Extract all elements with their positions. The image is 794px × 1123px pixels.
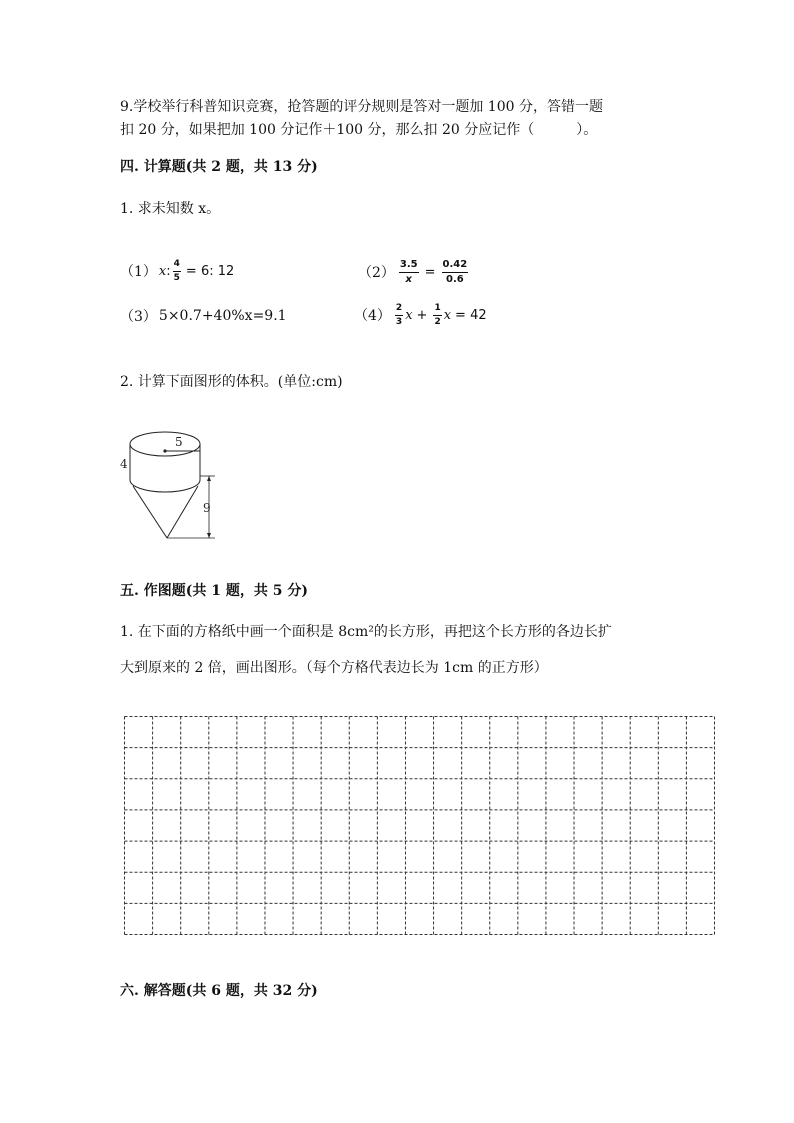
equation-2-lhs-fraction (399, 260, 419, 285)
equation-4-f2-den: 2 (434, 316, 441, 327)
equation-4-fraction-1 (395, 304, 403, 327)
radius-label: 5 (175, 435, 183, 449)
section-5-heading: 五. 作图题(共 1 题，共 5 分) (120, 583, 308, 599)
equation-2-equals: = (424, 264, 436, 280)
equation-4-f2-num: 1 (433, 304, 441, 316)
cylinder-cone-figure (112, 420, 232, 548)
equation-4-fraction-2 (433, 304, 441, 327)
q9-line-1: 9.学校举行科普知识竞赛，抢答题的评分规则是答对一题加 100 分，答错一题 (120, 99, 603, 115)
equation-4-rhs: = 42 (455, 307, 487, 323)
section-6-heading: 六. 解答题(共 6 题，共 32 分) (120, 983, 318, 999)
equation-2-rhs-den: 0.6 (446, 273, 464, 285)
equation-2-rhs-num: 0.42 (442, 260, 469, 273)
grid-paper-svg (124, 716, 715, 935)
equation-1-frac-num: 4 (173, 260, 181, 272)
equation-1-var: x (158, 263, 167, 279)
cone-height-label: 9 (203, 501, 211, 515)
q9-line-2: 扣 20 分，如果把加 100 分记作＋100 分，那么扣 20 分应记作（ ）。 (120, 122, 598, 138)
equation-2-rhs-fraction (442, 260, 469, 285)
equation-2 (358, 256, 470, 288)
cylinder-height-label: 4 (120, 457, 128, 471)
equation-1-label: （1） (120, 264, 157, 280)
s5-q1-line-1: 1. 在下面的方格纸中画一个面积是 8cm²的长方形，再把这个长方形的各边长扩 (120, 624, 612, 640)
equation-1-colon: : (166, 263, 171, 279)
equation-1 (120, 258, 234, 284)
grid-paper[interactable] (124, 716, 715, 935)
equation-4 (354, 300, 487, 330)
equation-1-frac-den: 5 (173, 272, 180, 283)
s4-q1-prompt: 1. 求未知数 x。 (120, 201, 221, 217)
equation-2-lhs-num: 3.5 (399, 260, 419, 273)
section-4-heading: 四. 计算题(共 2 题，共 13 分) (120, 159, 318, 175)
equation-1-fraction (173, 260, 181, 283)
equation-3-expr: 5×0.7+40%x=9.1 (158, 308, 287, 324)
equation-3 (120, 304, 287, 328)
equation-4-var-1: x (405, 307, 413, 323)
s5-q1-line-2: 大到原来的 2 倍，画出图形。（每个方格代表边长为 1cm 的正方形） (120, 660, 548, 676)
equation-4-f1-den: 3 (395, 316, 403, 327)
equation-2-lhs-den: x (405, 273, 412, 285)
s4-q2-prompt: 2. 计算下面图形的体积。(单位:cm) (120, 374, 343, 390)
equation-2-label: （2） (358, 265, 395, 281)
equation-4-plus: + (416, 307, 428, 323)
equation-3-label: （3） (120, 309, 157, 325)
equation-4-var-2: x (443, 307, 452, 323)
equation-4-label: （4） (354, 308, 391, 324)
equation-4-f1-num: 2 (395, 304, 403, 316)
equation-1-rhs: = 6: 12 (185, 263, 235, 279)
